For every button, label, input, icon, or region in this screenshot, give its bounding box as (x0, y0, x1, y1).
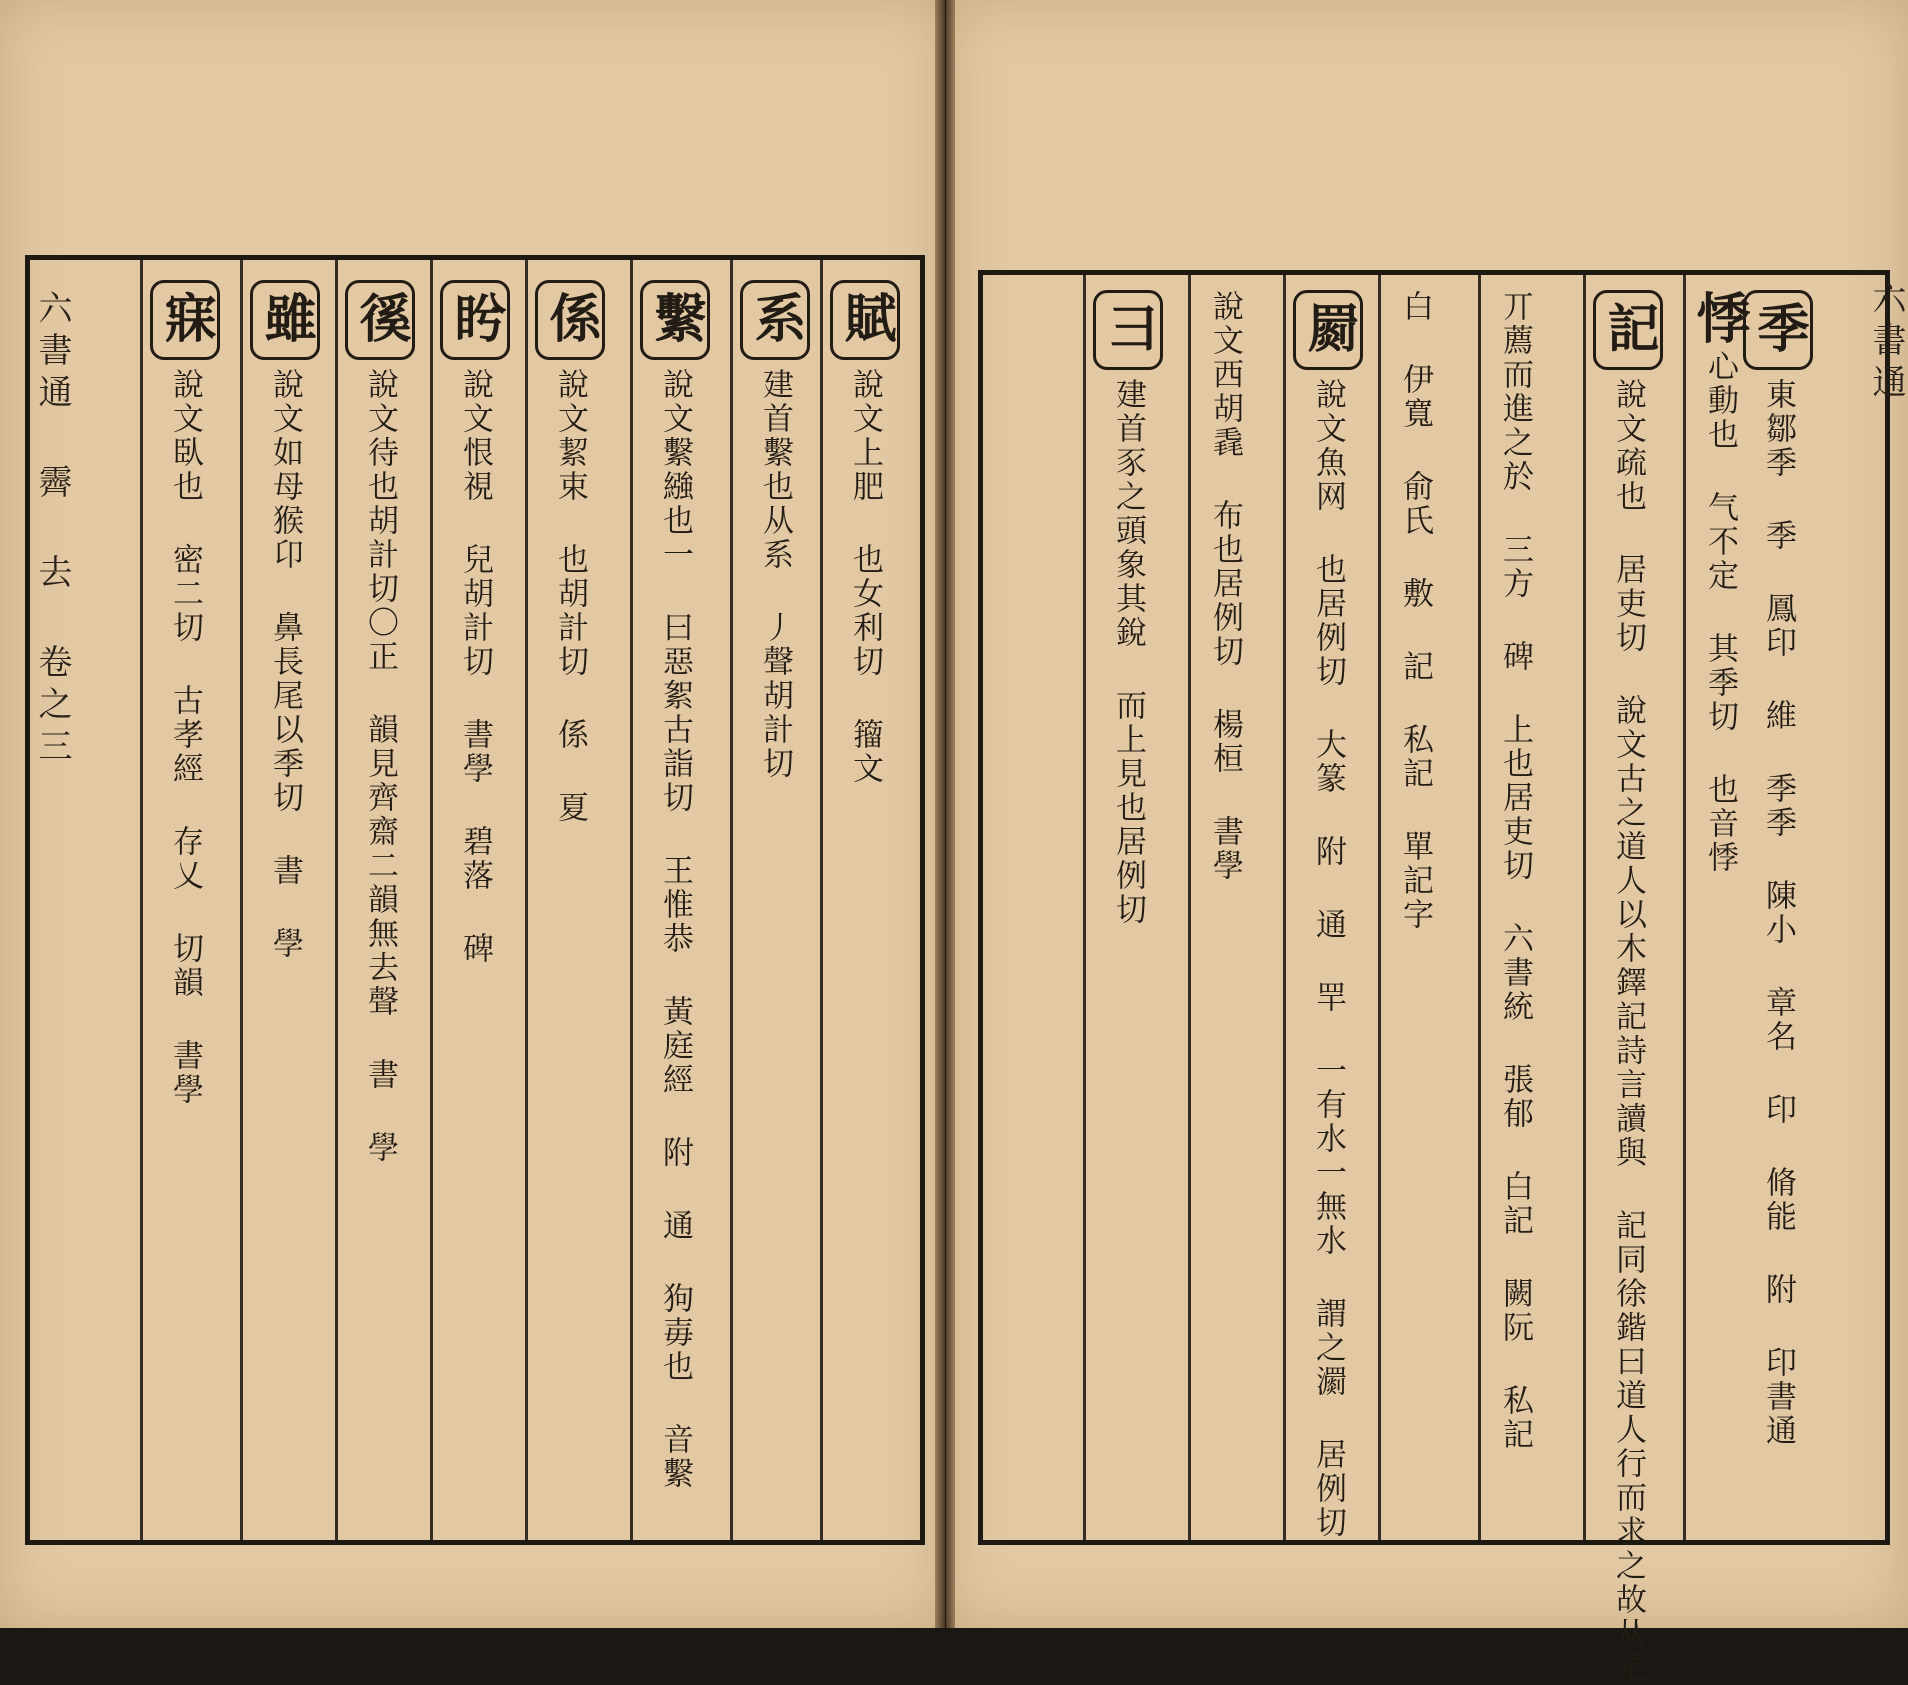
entry-column (1743, 290, 1813, 1448)
entry-column (535, 280, 605, 825)
entry-text: 建首豕之頭象其銳 而上見也居例切 (1110, 378, 1146, 927)
column-divider (1378, 275, 1381, 1540)
entry-text: 建首繫也从系 丿聲胡計切 (757, 368, 793, 781)
entry-column (1688, 290, 1752, 875)
column-divider (430, 260, 433, 1540)
entry-head-char: 罽 (1293, 290, 1363, 370)
entry-head-char: 記 (1593, 290, 1663, 370)
entry-head-char: 季 (1743, 290, 1813, 370)
entry-text: 說文如母猴卬 鼻長尾以季切 書 學 (267, 368, 303, 961)
entry-text: 說文西胡毳 布也居例切 楊桓 書學 (1207, 290, 1243, 883)
column-divider (525, 260, 528, 1540)
entry-text: 白 伊寬 俞氏 敷 記 私記 單記字 (1397, 290, 1433, 932)
left-text-frame (25, 255, 925, 1545)
entry-head-char: 係 (535, 280, 605, 360)
entry-column (1388, 290, 1442, 932)
column-divider (730, 260, 733, 1540)
entry-head-char: 彐 (1093, 290, 1163, 370)
entry-text: 說文魚网 也居例切 大篆 附 通 䍐 一有水一無水 謂之瀱 居例切 (1310, 378, 1346, 1540)
entry-text: 說文臥也 密二切 古孝經 存乂 切韻 書學 (167, 368, 203, 1107)
right-text-frame (978, 270, 1890, 1685)
entry-column (440, 280, 510, 966)
entry-text: 丌薦而進之於 三方 碑 上也居吏切 六書統 張郁 白記 闕阮 私記 (1497, 290, 1533, 1452)
entry-column (150, 280, 220, 1107)
entry-text: 心動也 气不定 其季切 也音悸 (1702, 350, 1738, 875)
column-divider (240, 260, 243, 1540)
entry-text: 說文上肥 也女利切 籀文 (847, 368, 883, 786)
entry-head-char: 雖 (250, 280, 320, 360)
entry-column (1293, 290, 1363, 1540)
column-divider (1583, 275, 1586, 1540)
column-divider (1188, 275, 1191, 1540)
entry-head-char: 賦 (830, 280, 900, 360)
entry-column (1198, 290, 1252, 883)
entry-head-char: 徯 (345, 280, 415, 360)
column-divider (1283, 275, 1286, 1540)
entry-column (830, 280, 900, 786)
entry-head-char: 繫 (640, 280, 710, 360)
entry-column (740, 280, 810, 781)
entry-column (345, 280, 415, 1165)
book-gutter (935, 0, 955, 1628)
entry-text: 說文疏也 居吏切 說文古之道人以木鐸記詩言讀與 記同徐鍇曰道人行而求之故从辵 (1610, 378, 1646, 1685)
right-margin-label: 六書通 (1866, 280, 1906, 406)
column-divider (1478, 275, 1481, 1540)
column-divider (820, 260, 823, 1540)
column-divider (1083, 275, 1086, 1540)
column-divider (335, 260, 338, 1540)
entry-text: 說文恨視 兒胡計切 書學 碧落 碑 (457, 368, 493, 966)
column-divider (1683, 275, 1686, 1540)
entry-text: 說文待也胡計切〇正 韻見齊齋二韻無去聲 書 學 (362, 368, 398, 1165)
entry-head-char: 悸 (1688, 290, 1752, 350)
column-divider (140, 260, 143, 1540)
entry-text: 說文絜束 也胡計切 係 夏 (552, 368, 588, 825)
left-margin-label: 六書通 霽 去 卷之三 (32, 290, 72, 770)
entry-text: 說文繫繈也一 曰惡絮古詣切 王惟恭 黃庭經 附 通 狗毐也 音繫 (657, 368, 693, 1491)
entry-head-char: 寐 (150, 280, 220, 360)
entry-column (640, 280, 710, 1491)
entry-text: 東鄒季 季 鳳印 維 季季 陳小 章名 印 脩能 附 印書通 (1760, 378, 1796, 1448)
entry-column (1093, 290, 1163, 927)
entry-column (1593, 290, 1663, 1685)
entry-column (250, 280, 320, 961)
entry-head-char: 盻 (440, 280, 510, 360)
entry-column (1488, 290, 1542, 1452)
entry-head-char: 系 (740, 280, 810, 360)
column-divider (630, 260, 633, 1540)
